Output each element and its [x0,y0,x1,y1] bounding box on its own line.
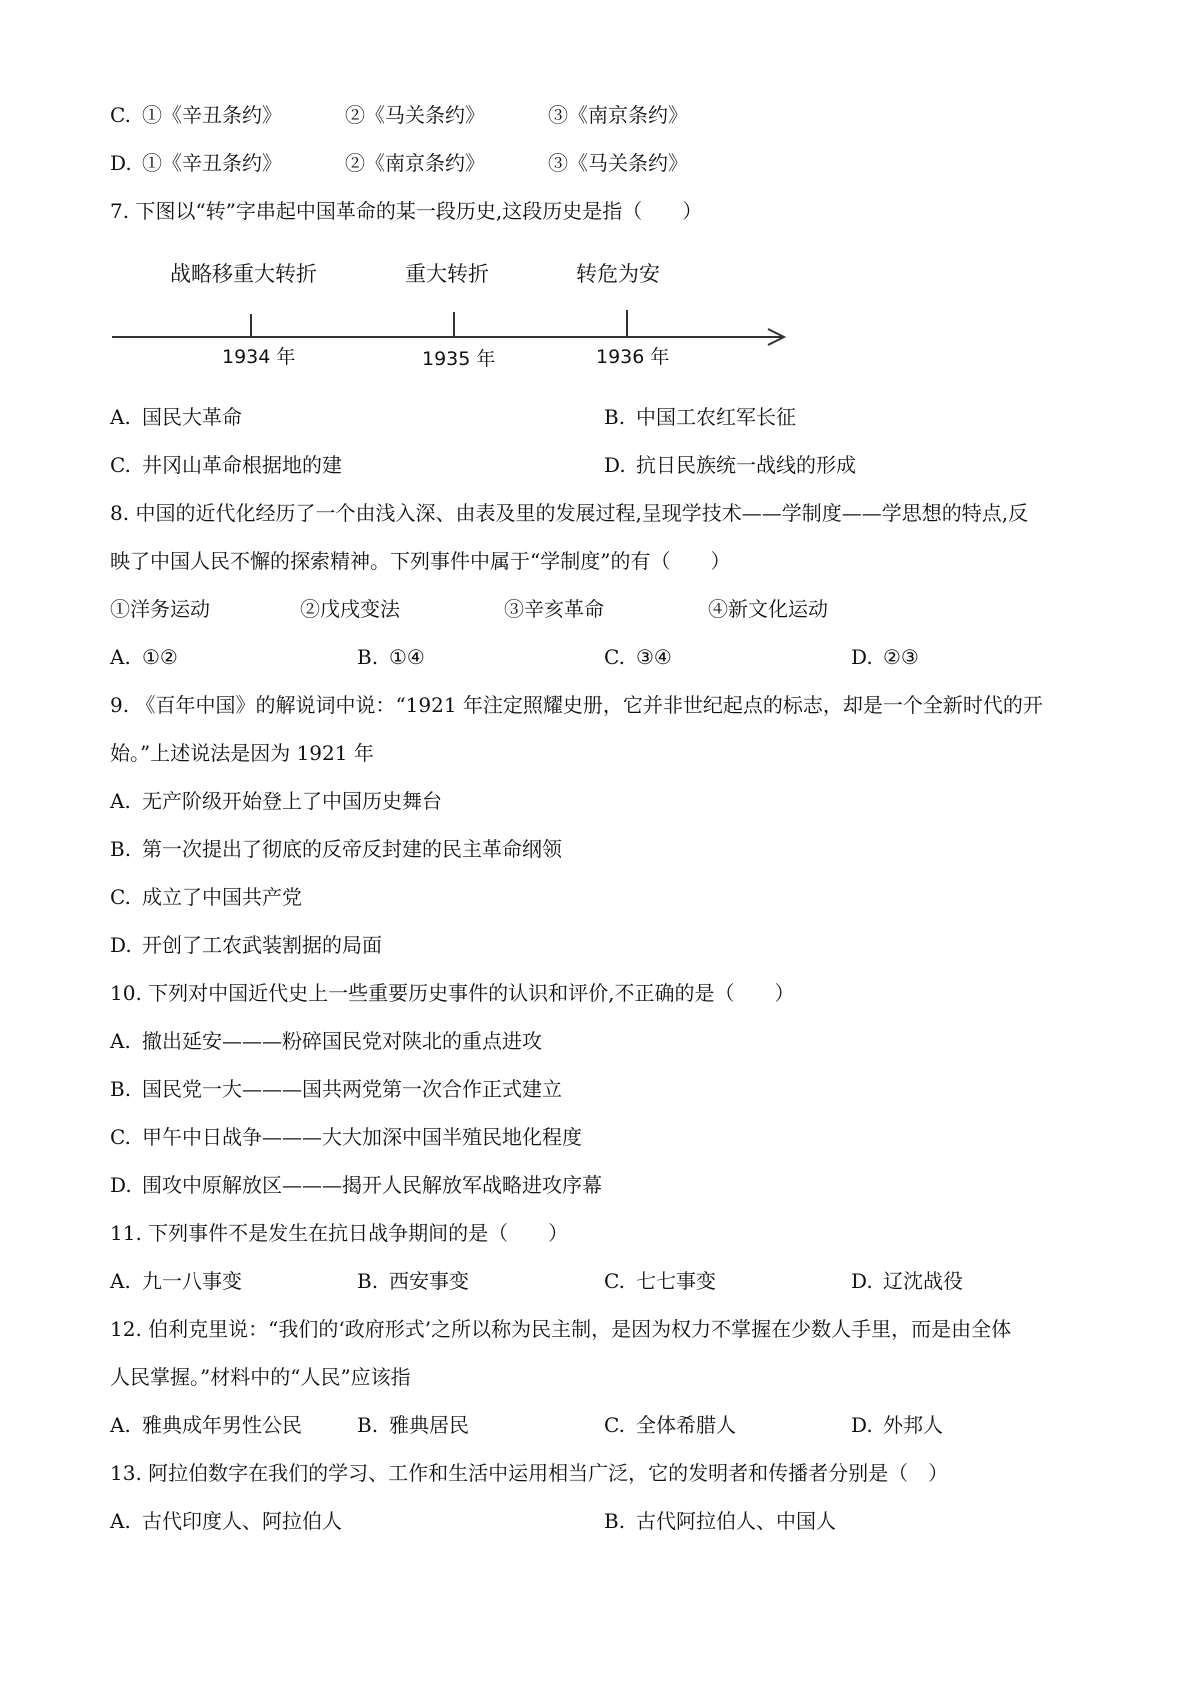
timeline-year-1: 1934 年 [222,346,296,368]
q8-option-c-letter: C. [604,645,625,669]
q11-option-a-letter: A. [110,1269,131,1293]
q11-option-b-letter: B. [357,1269,379,1293]
q8-option-d: ②③ [883,645,919,669]
q13-option-b-letter: B. [604,1509,626,1533]
q7-stem: 7. 下图以“转”字串起中国革命的某一段历史,这段历史是指（ ） [110,199,703,223]
q8-option-a-letter: A. [110,645,131,669]
q9-option-b: 第一次提出了彻底的反帝反封建的民主革命纲领 [142,837,562,861]
q12-option-b: 雅典居民 [389,1413,469,1437]
q10-option-d-letter: D. [110,1173,132,1197]
q12-option-d-letter: D. [851,1413,873,1437]
timeline-label-1: 战略移重大转折 [170,262,317,286]
q7-option-c-letter: C. [110,453,131,477]
q8-option-d-letter: D. [851,645,873,669]
q12-option-d: 外邦人 [883,1413,943,1437]
q10-option-d: 围攻中原解放区———揭开人民解放军战略进攻序幕 [142,1173,602,1197]
q7-option-a-letter: A. [110,405,131,429]
q7-option-b: 中国工农红军长征 [636,405,796,429]
q11-option-d-letter: D. [851,1269,873,1293]
q10-option-a: 撤出延安———粉碎国民党对陕北的重点进攻 [142,1029,542,1053]
q13-option-a-letter: A. [110,1509,131,1533]
q8-stem-line-2: 映了中国人民不懈的探索精神。下列事件中属于“学制度”的有（ ） [110,549,731,573]
q9-option-d: 开创了工农武装割据的局面 [142,933,382,957]
timeline-axis [100,300,800,350]
q10-option-c-letter: C. [110,1125,131,1149]
q10-option-b: 国民党一大———国共两党第一次合作正式建立 [142,1077,562,1101]
q13-option-a: 古代印度人、阿拉伯人 [142,1509,342,1533]
q12-option-c-letter: C. [604,1413,625,1437]
q8-option-a: ①② [142,645,178,669]
q9-option-b-letter: B. [110,837,132,861]
q7-option-a: 国民大革命 [142,405,242,429]
q10-option-a-letter: A. [110,1029,131,1053]
q8-option-b-letter: B. [357,645,379,669]
option-letter: C. [110,103,131,127]
q9-stem-line-1: 9. 《百年中国》的解说词中说：“1921 年注定照耀史册，它并非世纪起点的标志，却是一个全新时代的开 [110,693,1043,717]
q6-option-d [110,149,142,177]
q6-option-d-item-2: ②《南京条约》 [345,151,485,175]
q10-option-c: 甲午中日战争———大大加深中国半殖民地化程度 [142,1125,582,1149]
q11-option-d: 辽沈战役 [883,1269,963,1293]
q7-option-d-letter: D. [604,453,626,477]
q9-option-c-letter: C. [110,885,131,909]
q9-option-c: 成立了中国共产党 [142,885,302,909]
q11-option-c-letter: C. [604,1269,625,1293]
q8-item-1: ①洋务运动 [110,597,210,621]
q8-option-c: ③④ [636,645,672,669]
timeline-year-3: 1936 年 [596,346,670,368]
q6-option-c-item-3: ③《南京条约》 [548,103,688,127]
q13-stem: 13. 阿拉伯数字在我们的学习、工作和生活中运用相当广泛，它的发明者和传播者分别是（ ） [110,1461,949,1485]
q8-stem-line-1: 8. 中国的近代化经历了一个由浅入深、由表及里的发展过程,呈现学技术——学制度——学思想的特点,反 [110,501,1029,525]
q7-option-b-letter: B. [604,405,626,429]
q6-option-c-item-1: ①《辛丑条约》 [142,103,282,127]
q12-stem-line-2: 人民掌握。”材料中的“人民”应该指 [110,1365,411,1389]
q11-option-b: 西安事变 [389,1269,469,1293]
q10-stem: 10. 下列对中国近代史上一些重要历史事件的认识和评价,不正确的是（ ） [110,981,795,1005]
q10-option-b-letter: B. [110,1077,132,1101]
q6-option-c-item-2: ②《马关条约》 [345,103,485,127]
q9-option-a: 无产阶级开始登上了中国历史舞台 [142,789,442,813]
q8-option-b: ①④ [389,645,425,669]
q6-option-d-item-1: ①《辛丑条约》 [142,151,282,175]
q8-item-4: ④新文化运动 [708,597,828,621]
q8-item-2: ②戊戌变法 [300,597,400,621]
q9-option-a-letter: A. [110,789,131,813]
q12-stem-line-1: 12. 伯利克里说：“我们的‘政府形式’之所以称为民主制，是因为权力不掌握在少数人手里，而是由全体 [110,1317,1012,1341]
q7-option-c: 井冈山革命根据地的建 [142,453,342,477]
q8-item-3: ③辛亥革命 [504,597,604,621]
q11-option-a: 九一八事变 [142,1269,242,1293]
q6-option-c [110,101,142,129]
q11-stem: 11. 下列事件不是发生在抗日战争期间的是（ ） [110,1221,569,1245]
timeline-label-3: 转危为安 [576,262,660,286]
q12-option-b-letter: B. [357,1413,379,1437]
q11-option-c: 七七事变 [636,1269,716,1293]
q13-option-b: 古代阿拉伯人、中国人 [636,1509,836,1533]
timeline-year-2: 1935 年 [422,348,496,370]
option-letter: D. [110,151,132,175]
q12-option-a: 雅典成年男性公民 [142,1413,302,1437]
timeline-label-2: 重大转折 [405,262,489,286]
q12-option-c: 全体希腊人 [636,1413,736,1437]
q12-option-a-letter: A. [110,1413,131,1437]
q7-option-d: 抗日民族统一战线的形成 [636,453,856,477]
q9-stem-line-2: 始。”上述说法是因为 1921 年 [110,741,374,765]
q9-option-d-letter: D. [110,933,132,957]
q6-option-d-item-3: ③《马关条约》 [548,151,688,175]
